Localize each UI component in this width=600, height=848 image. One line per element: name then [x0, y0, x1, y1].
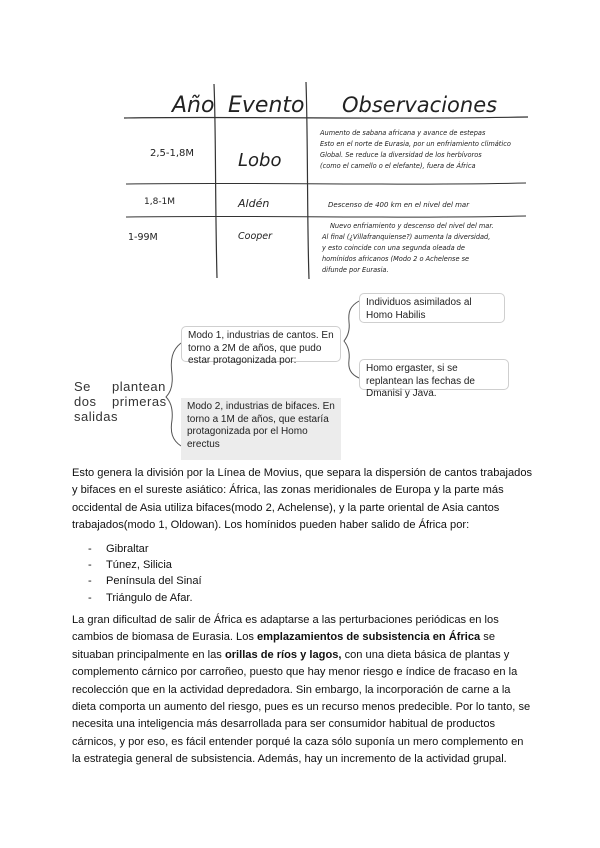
list-item: - Península del Sinaí [88, 573, 202, 589]
row1-event: Lobo [238, 150, 282, 171]
list-item: - Gibraltar [88, 541, 202, 557]
root-word-2: plantean [112, 379, 166, 394]
handwritten-table [110, 80, 530, 280]
row3-note-4: homínidos africanos (Modo 2 o Achelense se [322, 255, 470, 263]
concept-node-modo1: Modo 1, industrias de cantos. En torno a 2M de años, que pudo estar protagonizada por: [181, 326, 341, 362]
concept-node-modo2: Modo 2, industrias de bifaces. En torno a 1M de años, que estaría protagonizada por el Homo erectus [181, 398, 341, 460]
connector-node1 [344, 301, 359, 378]
row1-note-2: Esto en el norte de Eurasia, por un enfriamiento climático [320, 140, 511, 148]
row3-note-1: Nuevo enfriamiento y descenso del nivel del mar. [330, 222, 494, 230]
header-event: Evento [228, 93, 305, 118]
list-item: - Túnez, Silicia [88, 557, 202, 573]
root-word-1: Se [74, 379, 91, 394]
row3-note-3: y esto coincide con una segunda oleada de [322, 244, 465, 252]
concept-map-root [74, 379, 174, 424]
paragraph-movius: Esto genera la división por la Línea de Movius, que separa la dispersión de cantos trabajados y bifaces en el sureste asiático: África, las zonas meridionales de Europa y la parte más occidental de Asia utiliza bifaces(modo 2, Achelense), y la parte oriental de Asia cantos trabajados(modo 1, Oldowan). Los homínidos pueden haber salido de África por: [72, 467, 533, 532]
row1-year: 2,5-1,8M [150, 148, 195, 159]
row3-event: Cooper [238, 231, 273, 242]
text-segment: La gran dificultad de salir de África es adaptarse a las perturbaciones periódicas en los cambios de biomasa de Eurasia. Los [72, 614, 499, 644]
header-year: Año [172, 93, 215, 118]
root-word-5: salidas [74, 409, 118, 424]
text-segment: se situaban principalmente en las [72, 631, 495, 661]
table-divider-2 [306, 82, 309, 279]
row1-note-4: (como el camello o el elefante), fuera de África [320, 162, 476, 170]
row2-event: Aldén [238, 197, 270, 210]
list-item: - Triángulo de Afar. [88, 590, 202, 606]
paragraph-subsistence [72, 612, 534, 769]
table-row-line-2 [126, 216, 526, 217]
text-segment: con una dieta básica de plantas y complemento cárnico por carroñeo, puesto que hay menor riesgo e índice de fracaso en la recolección que en la actividad depredadora. Sin embargo, la incorporación de carne a la dieta comporta un aumento del riesgo, pues es un recurso menos predecible. Por lo tanto, se necesita una inteligencia más desarrollada para ser consumidor habitual de productos cárnicos, y por eso, es fácil entender porqué la caza sólo suponía un mero complemento en la estrategia general de subsistencia. Además, hay un incremento de la actividad grupal. [72, 648, 531, 766]
table-row-line-1 [126, 183, 526, 184]
row2-year: 1,8-1M [144, 197, 176, 207]
bold-segment: orillas de ríos y lagos, [224, 648, 342, 661]
row1-note-3: Global. Se reduce la diversidad de los herbívoros [320, 151, 482, 159]
row2-note-1: Descenso de 400 km en el nivel del mar [328, 201, 470, 209]
row3-note-2: Al final (¿Villafranquiense?) aumenta la diversidad, [322, 233, 491, 241]
root-word-4: primeras [112, 394, 167, 409]
row3-year: 1-99M [128, 232, 158, 243]
root-word-3: dos [74, 394, 97, 409]
header-notes: Observaciones [342, 93, 498, 117]
bold-segment: emplazamientos de subsistencia en África [257, 631, 481, 644]
routes-list [88, 541, 202, 606]
concept-node-homo-ergaster: Homo ergaster, si se replantean las fechas de Dmanisi y Java. [359, 359, 509, 390]
row1-note-1: Aumento de sabana africana y avance de estepas [320, 129, 486, 137]
concept-node-homo-habilis: Individuos asimilados al Homo Habilis [359, 293, 505, 323]
row3-note-5: difunde por Eurasia. [322, 266, 389, 274]
